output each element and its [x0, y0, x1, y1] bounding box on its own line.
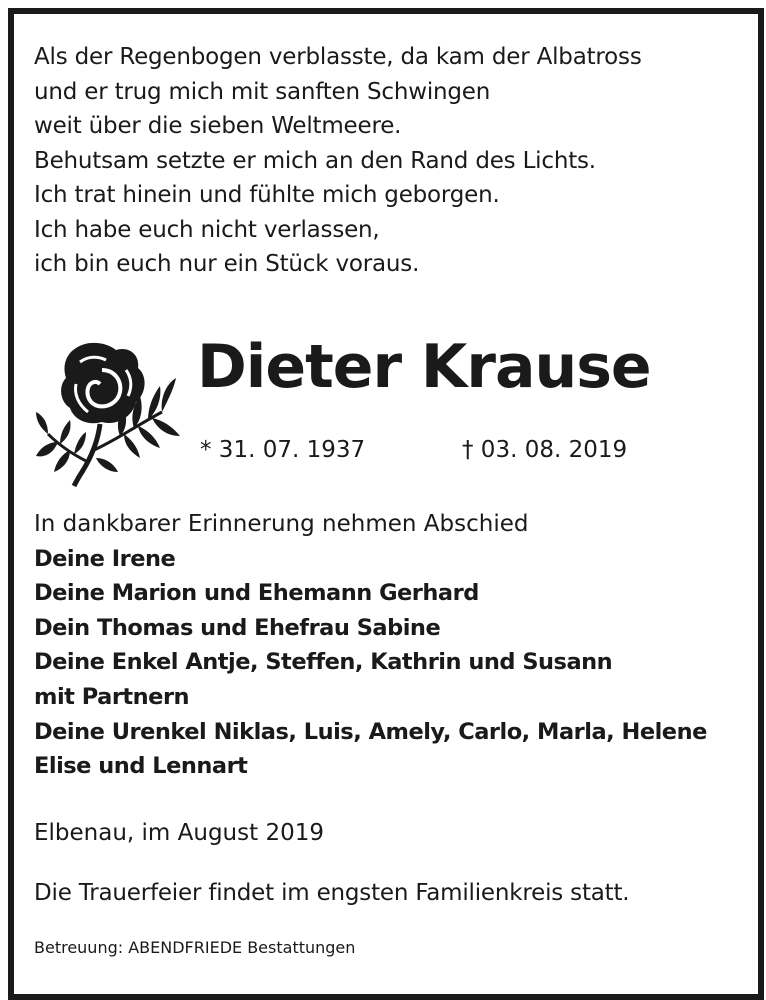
mourner-line: Elise und Lennart [34, 753, 248, 780]
funeral-service-credit: Betreuung: ABENDFRIEDE Bestattungen [34, 938, 356, 957]
death-date: † 03. 08. 2019 [462, 437, 628, 463]
poem-line: ich bin euch nur ein Stück voraus. [34, 251, 420, 277]
mourner-line: Deine Marion und Ehemann Gerhard [34, 580, 479, 607]
mourner-line: Deine Irene [34, 545, 176, 572]
poem-line: und er trug mich mit sanften Schwingen [34, 78, 491, 105]
mourners-block [34, 507, 754, 784]
poem-line: Ich trat hinein und fühlte mich geborgen. [34, 182, 500, 208]
obituary-frame [8, 8, 764, 1000]
poem-line: Als der Regenbogen verblasste, da kam der Albatross [34, 44, 642, 70]
mourner-line: Deine Enkel Antje, Steffen, Kathrin und Susann [34, 649, 613, 676]
poem-line: weit über die sieben Weltmeere. [34, 113, 402, 139]
poem [34, 40, 734, 282]
mourner-line: Dein Thomas und Ehefrau Sabine [34, 614, 441, 641]
birth-date: * 31. 07. 1937 [200, 437, 366, 463]
deceased-name: Dieter Krause [197, 332, 651, 402]
mourner-line: mit Partnern [34, 683, 190, 710]
farewell-intro: In dankbarer Erinnerung nehmen Abschied [34, 511, 529, 537]
poem-line: Behutsam setzte er mich an den Rand des Lichts. [34, 147, 596, 174]
mourner-line: Deine Urenkel Niklas, Luis, Amely, Carlo, Marla, Helene [34, 718, 707, 745]
place-date: Elbenau, im August 2019 [34, 820, 324, 846]
poem-line: Ich habe euch nicht verlassen, [34, 216, 380, 243]
ceremony-note: Die Trauerfeier findet im engsten Familienkreis statt. [34, 880, 630, 906]
rose-icon [36, 340, 182, 488]
